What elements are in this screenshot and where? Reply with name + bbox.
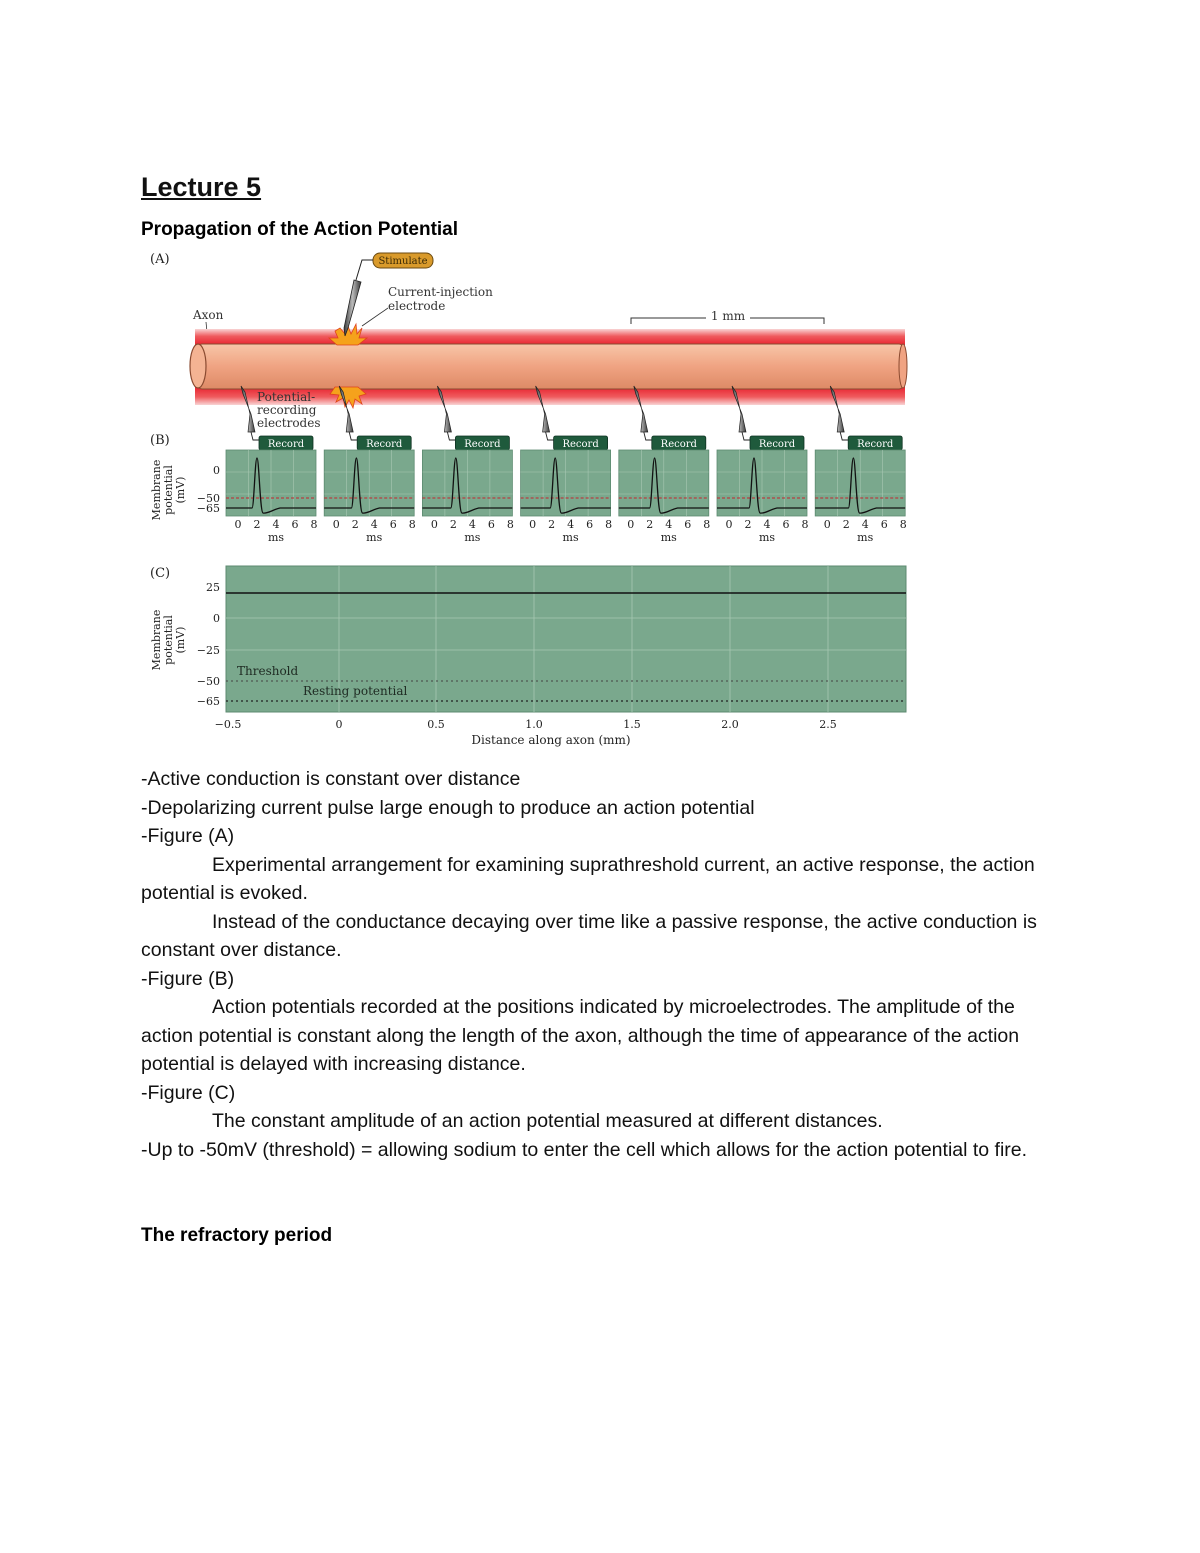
membrane-top [195, 329, 905, 345]
record-label: Record [660, 439, 697, 450]
trace-xunit-label: ms [857, 531, 874, 544]
threshold-note: -Up to -50mV (threshold) = allowing sodium to enter the cell which allows for the action potential to fire. [141, 1138, 1028, 1161]
trace-xtick-label: 0 [725, 518, 733, 531]
panel-c-xtick-label: 2.0 [721, 718, 739, 731]
panel-b-ytick-0: 0 [213, 464, 220, 477]
trace-xtick-label: 8 [506, 518, 514, 531]
panel-b-ylabel-line2: potential [162, 465, 175, 515]
action-potential-figure [140, 246, 915, 756]
panel-c-ylabel-line2: potential [162, 615, 175, 665]
trace-xtick-label: 2 [351, 518, 359, 531]
figure-b-heading: -Figure (B) [141, 967, 235, 990]
panel-c-threshold-label: Threshold [237, 664, 299, 678]
body-line-depolarizing: -Depolarizing current pulse large enough to produce an action potential [141, 796, 755, 819]
trace-xtick-label: 0 [332, 518, 340, 531]
stimulate-label: Stimulate [378, 256, 428, 267]
trace-xunit-label: ms [464, 531, 481, 544]
axon-end-left [190, 344, 206, 388]
record-label: Record [366, 439, 403, 450]
trace-xtick-label: 4 [861, 518, 869, 531]
panel-c-xtick-label: 1.0 [525, 718, 543, 731]
trace-xtick-label: 0 [529, 518, 537, 531]
page-title: Lecture 5 [141, 172, 262, 202]
panel-a-label: (A) [150, 252, 170, 267]
panel-b-ytick-minus65: −65 [196, 502, 220, 515]
panel-c-xticks [215, 718, 837, 731]
trace-xtick-label: 6 [880, 518, 888, 531]
recording-traces [226, 436, 907, 544]
electrode-label-line2: electrode [388, 299, 446, 313]
trace-xtick-label: 4 [567, 518, 575, 531]
trace-xtick-label: 0 [234, 518, 242, 531]
trace-xtick-label: 2 [744, 518, 752, 531]
axon-label: Axon [193, 308, 224, 322]
trace-xtick-label: 8 [899, 518, 907, 531]
record-label: Record [562, 439, 599, 450]
panel-c-ytick-label: −25 [196, 644, 220, 657]
recording-label-line1: Potential- [257, 390, 316, 404]
panel-c-xlabel: Distance along axon (mm) [471, 733, 631, 747]
trace-xtick-label: 8 [801, 518, 809, 531]
scale-label: 1 mm [710, 309, 746, 323]
panel-c-ylabel-line3: (mV) [174, 626, 187, 654]
section-heading-propagation: Propagation of the Action Potential [141, 219, 459, 240]
figure-b-paragraph: Action potentials recorded at the positions indicated by microelectrodes. The amplitude of the action potential is constant along the length of the axon, although the time of appearance of the action potential is delayed with increasing distance. [141, 996, 1020, 1075]
electrode-label-line1: Current-injection [388, 285, 493, 299]
axon-end-right [899, 344, 907, 388]
trace-xtick-label: 4 [468, 518, 476, 531]
trace-xtick-label: 0 [430, 518, 438, 531]
trace-xtick-label: 2 [548, 518, 556, 531]
trace-xtick-label: 6 [389, 518, 397, 531]
trace-xtick-label: 2 [253, 518, 261, 531]
trace-xtick-label: 2 [646, 518, 654, 531]
figure-c-heading: -Figure (C) [141, 1081, 236, 1104]
trace-xtick-label: 0 [627, 518, 635, 531]
trace-xtick-label: 8 [605, 518, 613, 531]
panel-c-resting-label: Resting potential [303, 684, 408, 698]
trace-xtick-label: 6 [684, 518, 692, 531]
figure-a-paragraph-1: Experimental arrangement for examining suprathreshold current, an active response, the action potential is evoked. [141, 853, 1035, 904]
trace-xtick-label: 8 [408, 518, 416, 531]
stimulate-badge [373, 253, 433, 268]
trace-xtick-label: 0 [823, 518, 831, 531]
trace-xtick-label: 2 [842, 518, 850, 531]
panel-b-ytick-minus50: −50 [196, 492, 220, 505]
panel-c-xtick-label: −0.5 [214, 718, 242, 731]
panel-c-yticks [197, 581, 220, 708]
trace-xtick-label: 4 [370, 518, 378, 531]
record-label: Record [464, 439, 501, 450]
trace-xtick-label: 6 [782, 518, 790, 531]
panel-c-ytick-label: 25 [206, 581, 220, 594]
trace-xtick-label: 6 [487, 518, 495, 531]
recording-label-line2: recording [257, 403, 317, 417]
panel-c-ylabel-line1: Membrane [150, 609, 163, 671]
panel-c-xtick-label: 0 [335, 718, 343, 731]
figure-a-heading: -Figure (A) [141, 825, 235, 847]
panel-c-xtick-label: 0.5 [427, 718, 445, 731]
panel-c-ytick-label: 0 [213, 612, 220, 625]
figure-c-paragraph: The constant amplitude of an action potential measured at different distances. [212, 1110, 883, 1132]
trace-xtick-label: 4 [272, 518, 280, 531]
record-label: Record [758, 439, 796, 450]
panel-c-xtick-label: 2.5 [819, 718, 837, 731]
body-line-active-conduction: -Active conduction is constant over distance [141, 768, 521, 790]
trace-xtick-label: 2 [449, 518, 457, 531]
trace-xunit-label: ms [758, 531, 776, 544]
panel-c-ytick-label: −50 [196, 675, 220, 688]
trace-xunit-label: ms [267, 531, 285, 544]
panel-b-ylabel-line3: (mV) [174, 476, 187, 504]
panel-c-ytick-label: −65 [196, 695, 220, 708]
panel-c-xtick-label: 1.5 [623, 718, 641, 731]
record-label: Record [857, 439, 894, 450]
panel-b-label: (B) [150, 433, 170, 448]
trace-xtick-label: 4 [665, 518, 673, 531]
injection-electrode [344, 280, 361, 336]
electrode-pointer [362, 308, 388, 326]
section-heading-refractory: The refractory period [141, 1225, 333, 1246]
body-text [141, 765, 1066, 1164]
stimulate-wire [356, 260, 373, 280]
trace-xtick-label: 6 [291, 518, 299, 531]
record-label: Record [267, 439, 305, 450]
trace-xtick-label: 6 [586, 518, 594, 531]
panel-b-ylabel-line1: Membrane [150, 459, 163, 521]
trace-xtick-label: 8 [310, 518, 318, 531]
recording-label-line3: electrodes [257, 416, 321, 430]
trace-xunit-label: ms [660, 531, 677, 544]
axon-body [198, 344, 903, 389]
panel-c-label: (C) [150, 566, 171, 581]
trace-xtick-label: 4 [763, 518, 771, 531]
trace-xunit-label: ms [366, 531, 383, 544]
figure-a-paragraph-2: Instead of the conductance decaying over time like a passive response, the active conduction is constant over distance. [141, 910, 1037, 961]
trace-xtick-label: 8 [703, 518, 711, 531]
trace-xunit-label: ms [562, 531, 579, 544]
